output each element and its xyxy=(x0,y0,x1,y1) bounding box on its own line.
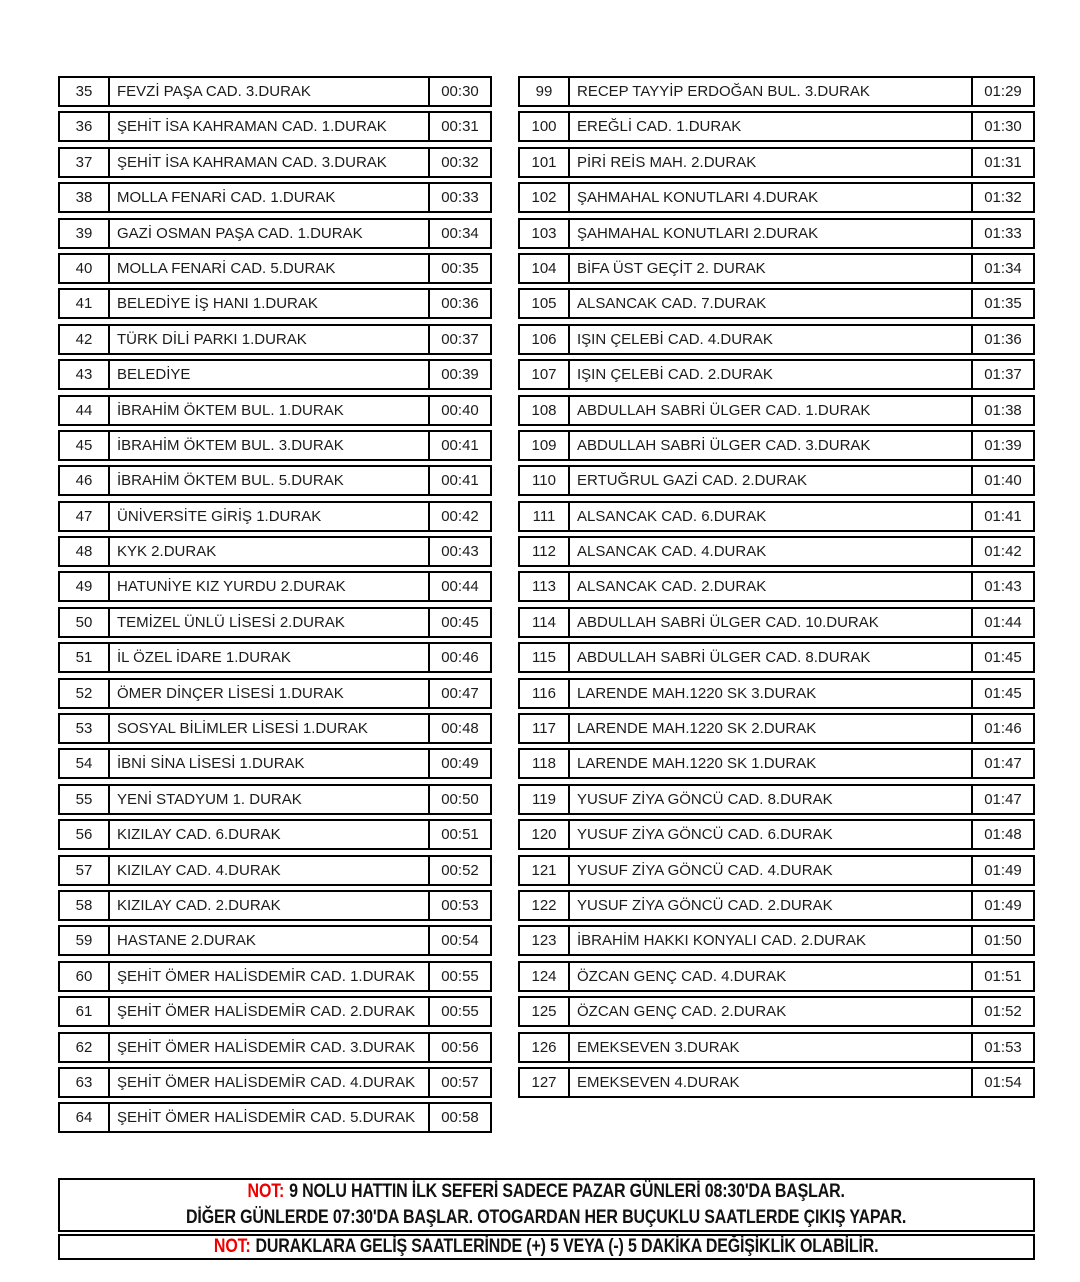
stop-number-cell: 126 xyxy=(520,1034,570,1061)
stop-name-cell: ABDULLAH SABRİ ÜLGER CAD. 1.DURAK xyxy=(577,401,871,419)
table-row xyxy=(518,324,1035,355)
table-row xyxy=(518,395,1035,426)
stop-time-cell: 00:36 xyxy=(428,290,490,317)
table-row xyxy=(518,855,1035,886)
stop-time-cell: 00:33 xyxy=(428,184,490,211)
stop-time-cell: 01:33 xyxy=(971,220,1033,247)
stop-time-cell: 00:37 xyxy=(428,326,490,353)
stop-number-cell: 43 xyxy=(60,361,110,388)
stop-time-cell: 01:36 xyxy=(971,326,1033,353)
stop-time-cell: 00:34 xyxy=(428,220,490,247)
stop-name-cell: IŞIN ÇELEBİ CAD. 4.DURAK xyxy=(577,330,773,348)
stop-number-cell: 61 xyxy=(60,998,110,1025)
stop-time-cell: 00:43 xyxy=(428,538,490,565)
stop-number-cell: 37 xyxy=(60,149,110,176)
table-row xyxy=(518,1067,1035,1098)
stop-time-cell: 01:42 xyxy=(971,538,1033,565)
stop-name-cell: EREĞLİ CAD. 1.DURAK xyxy=(577,118,742,136)
table-row xyxy=(518,253,1035,284)
stop-name-cell: KYK 2.DURAK xyxy=(117,543,217,561)
stop-number-cell: 36 xyxy=(60,113,110,140)
table-row xyxy=(518,961,1035,992)
table-row xyxy=(518,147,1035,178)
stop-time-cell: 01:38 xyxy=(971,397,1033,424)
stop-time-cell: 00:58 xyxy=(428,1104,490,1131)
stop-name-cell: ÖZCAN GENÇ CAD. 2.DURAK xyxy=(577,1003,787,1021)
stop-number-cell: 110 xyxy=(520,467,570,494)
stop-time-cell: 01:47 xyxy=(971,786,1033,813)
note-prefix: NOT: xyxy=(214,1235,251,1257)
stop-time-cell: 01:45 xyxy=(971,644,1033,671)
stop-number-cell: 104 xyxy=(520,255,570,282)
stop-number-cell: 102 xyxy=(520,184,570,211)
table-row xyxy=(58,571,492,602)
stop-time-cell: 00:41 xyxy=(428,467,490,494)
table-row xyxy=(518,182,1035,213)
stop-time-cell: 00:46 xyxy=(428,644,490,671)
stop-number-cell: 100 xyxy=(520,113,570,140)
table-row xyxy=(58,76,492,107)
stop-name-cell: İBNİ SİNA LİSESİ 1.DURAK xyxy=(117,755,305,773)
table-row xyxy=(518,996,1035,1027)
stop-time-cell: 00:54 xyxy=(428,927,490,954)
stop-time-cell: 01:46 xyxy=(971,715,1033,742)
stop-number-cell: 51 xyxy=(60,644,110,671)
stop-name-cell: ŞEHİT ÖMER HALİSDEMİR CAD. 5.DURAK xyxy=(117,1109,416,1127)
table-row xyxy=(58,182,492,213)
stop-name-cell: ERTUĞRUL GAZİ CAD. 2.DURAK xyxy=(577,472,808,490)
table-row xyxy=(58,288,492,319)
stop-time-cell: 01:44 xyxy=(971,609,1033,636)
table-row xyxy=(518,359,1035,390)
table-row xyxy=(518,218,1035,249)
stop-name-cell: EMEKSEVEN 3.DURAK xyxy=(577,1038,740,1056)
stop-number-cell: 114 xyxy=(520,609,570,636)
stop-time-cell: 01:41 xyxy=(971,503,1033,530)
note-line xyxy=(60,1179,1033,1205)
table-row xyxy=(58,501,492,532)
stop-name-cell: SOSYAL BİLİMLER LİSESİ 1.DURAK xyxy=(117,720,368,738)
stop-number-cell: 105 xyxy=(520,290,570,317)
stop-name-cell: RECEP TAYYİP ERDOĞAN BUL. 3.DURAK xyxy=(577,83,870,100)
stop-name-cell: ŞAHMAHAL KONUTLARI 4.DURAK xyxy=(577,189,819,207)
stop-time-cell: 01:54 xyxy=(971,1069,1033,1096)
stop-name-cell: ŞEHİT ÖMER HALİSDEMİR CAD. 3.DURAK xyxy=(117,1038,416,1056)
table-row xyxy=(58,819,492,850)
table-row xyxy=(58,430,492,461)
stop-number-cell: 47 xyxy=(60,503,110,530)
table-row xyxy=(58,855,492,886)
stop-name-cell: İBRAHİM ÖKTEM BUL. 3.DURAK xyxy=(117,436,344,454)
stop-time-cell: 01:29 xyxy=(971,78,1033,105)
stop-time-cell: 00:50 xyxy=(428,786,490,813)
stop-name-cell: YUSUF ZİYA GÖNCÜ CAD. 2.DURAK xyxy=(577,896,833,914)
table-row xyxy=(58,713,492,744)
notes-box-primary xyxy=(58,1178,1035,1232)
stop-name-cell: YUSUF ZİYA GÖNCÜ CAD. 6.DURAK xyxy=(577,826,833,844)
table-row xyxy=(58,784,492,815)
table-row xyxy=(518,430,1035,461)
stop-time-cell: 00:48 xyxy=(428,715,490,742)
stop-time-cell: 01:47 xyxy=(971,750,1033,777)
note-line xyxy=(60,1205,1033,1231)
stop-time-cell: 00:49 xyxy=(428,750,490,777)
notes-section xyxy=(58,1178,1035,1260)
stop-number-cell: 53 xyxy=(60,715,110,742)
note-text: DURAKLARA GELİŞ SAATLERİNDE (+) 5 VEYA (-) 5 DAKİKA DEĞİŞİKLİK OLABİLİR. xyxy=(255,1235,879,1257)
table-row xyxy=(58,925,492,956)
stop-number-cell: 64 xyxy=(60,1104,110,1131)
table-row xyxy=(58,748,492,779)
stop-number-cell: 113 xyxy=(520,573,570,600)
stop-time-cell: 00:53 xyxy=(428,892,490,919)
stop-time-cell: 00:51 xyxy=(428,821,490,848)
note-line xyxy=(60,1236,1033,1258)
stop-name-cell: YENİ STADYUM 1. DURAK xyxy=(117,790,302,808)
table-row xyxy=(58,465,492,496)
stop-name-cell: KIZILAY CAD. 6.DURAK xyxy=(117,826,281,844)
stop-name-cell: ŞEHİT İSA KAHRAMAN CAD. 1.DURAK xyxy=(117,118,387,136)
table-row xyxy=(518,1032,1035,1063)
table-row xyxy=(58,642,492,673)
stop-time-cell: 00:40 xyxy=(428,397,490,424)
stop-number-cell: 55 xyxy=(60,786,110,813)
stop-name-cell: GAZİ OSMAN PAŞA CAD. 1.DURAK xyxy=(117,224,363,242)
stop-name-cell: İL ÖZEL İDARE 1.DURAK xyxy=(117,649,291,667)
stop-name-cell: BİFA ÜST GEÇİT 2. DURAK xyxy=(577,259,766,277)
table-row xyxy=(58,607,492,638)
stop-number-cell: 106 xyxy=(520,326,570,353)
note-text: 9 NOLU HATTIN İLK SEFERİ SADECE PAZAR GÜNLERİ 08:30'DA BAŞLAR. xyxy=(289,1180,846,1202)
stop-number-cell: 62 xyxy=(60,1034,110,1061)
stop-time-cell: 00:32 xyxy=(428,149,490,176)
table-row xyxy=(58,996,492,1027)
stop-number-cell: 45 xyxy=(60,432,110,459)
stop-name-cell: ÖMER DİNÇER LİSESİ 1.DURAK xyxy=(117,684,344,702)
stop-time-cell: 00:47 xyxy=(428,680,490,707)
table-row xyxy=(58,395,492,426)
stop-name-cell: İBRAHİM HAKKI KONYALI CAD. 2.DURAK xyxy=(577,932,866,950)
stop-name-cell: ALSANCAK CAD. 7.DURAK xyxy=(577,295,767,313)
stop-time-cell: 01:30 xyxy=(971,113,1033,140)
stop-number-cell: 124 xyxy=(520,963,570,990)
stop-name-cell: ALSANCAK CAD. 6.DURAK xyxy=(577,507,767,525)
stop-time-cell: 01:32 xyxy=(971,184,1033,211)
stop-number-cell: 115 xyxy=(520,644,570,671)
stop-number-cell: 56 xyxy=(60,821,110,848)
stop-name-cell: FEVZİ PAŞA CAD. 3.DURAK xyxy=(117,83,311,100)
stop-number-cell: 60 xyxy=(60,963,110,990)
stop-name-cell: YUSUF ZİYA GÖNCÜ CAD. 8.DURAK xyxy=(577,790,833,808)
stop-name-cell: PİRİ REİS MAH. 2.DURAK xyxy=(577,153,757,171)
stop-time-cell: 00:30 xyxy=(428,78,490,105)
stop-time-cell: 00:56 xyxy=(428,1034,490,1061)
stop-number-cell: 44 xyxy=(60,397,110,424)
stop-name-cell: ŞEHİT İSA KAHRAMAN CAD. 3.DURAK xyxy=(117,153,387,171)
stop-number-cell: 112 xyxy=(520,538,570,565)
table-row xyxy=(518,571,1035,602)
stop-name-cell: KIZILAY CAD. 4.DURAK xyxy=(117,861,281,879)
stop-number-cell: 127 xyxy=(520,1069,570,1096)
stop-number-cell: 63 xyxy=(60,1069,110,1096)
stop-name-cell: HATUNİYE KIZ YURDU 2.DURAK xyxy=(117,578,346,596)
note-text: DİĞER GÜNLERDE 07:30'DA BAŞLAR. OTOGARDAN HER BUÇUKLU SAATLERDE ÇIKIŞ YAPAR. xyxy=(186,1206,907,1228)
stop-name-cell: ALSANCAK CAD. 4.DURAK xyxy=(577,543,767,561)
stop-name-cell: EMEKSEVEN 4.DURAK xyxy=(577,1073,740,1091)
stop-number-cell: 50 xyxy=(60,609,110,636)
stop-time-cell: 01:52 xyxy=(971,998,1033,1025)
table-row xyxy=(58,1102,492,1133)
stop-number-cell: 111 xyxy=(520,503,570,530)
stops-table-right xyxy=(518,76,1035,1102)
stop-name-cell: MOLLA FENARİ CAD. 1.DURAK xyxy=(117,189,336,207)
stop-time-cell: 00:42 xyxy=(428,503,490,530)
table-row xyxy=(518,536,1035,567)
stop-time-cell: 01:49 xyxy=(971,892,1033,919)
stop-number-cell: 120 xyxy=(520,821,570,848)
stop-time-cell: 01:31 xyxy=(971,149,1033,176)
stop-time-cell: 00:52 xyxy=(428,857,490,884)
stop-time-cell: 00:55 xyxy=(428,998,490,1025)
stop-number-cell: 42 xyxy=(60,326,110,353)
stop-name-cell: ABDULLAH SABRİ ÜLGER CAD. 10.DURAK xyxy=(577,613,879,631)
stop-time-cell: 01:48 xyxy=(971,821,1033,848)
stop-number-cell: 46 xyxy=(60,467,110,494)
stop-number-cell: 118 xyxy=(520,750,570,777)
stop-name-cell: LARENDE MAH.1220 SK 3.DURAK xyxy=(577,684,817,702)
stop-number-cell: 117 xyxy=(520,715,570,742)
stop-time-cell: 00:31 xyxy=(428,113,490,140)
stop-number-cell: 123 xyxy=(520,927,570,954)
stop-name-cell: ABDULLAH SABRİ ÜLGER CAD. 8.DURAK xyxy=(577,649,871,667)
stop-number-cell: 121 xyxy=(520,857,570,884)
stop-time-cell: 00:45 xyxy=(428,609,490,636)
stop-time-cell: 01:43 xyxy=(971,573,1033,600)
stop-name-cell: IŞIN ÇELEBİ CAD. 2.DURAK xyxy=(577,366,773,384)
stop-time-cell: 01:34 xyxy=(971,255,1033,282)
table-row xyxy=(518,748,1035,779)
table-row xyxy=(58,218,492,249)
stop-name-cell: YUSUF ZİYA GÖNCÜ CAD. 4.DURAK xyxy=(577,861,833,879)
stop-number-cell: 52 xyxy=(60,680,110,707)
stop-time-cell: 01:35 xyxy=(971,290,1033,317)
table-row xyxy=(518,925,1035,956)
stop-number-cell: 41 xyxy=(60,290,110,317)
stop-time-cell: 01:40 xyxy=(971,467,1033,494)
stop-name-cell: TEMİZEL ÜNLÜ LİSESİ 2.DURAK xyxy=(117,613,345,631)
table-row xyxy=(58,1032,492,1063)
stop-name-cell: ABDULLAH SABRİ ÜLGER CAD. 3.DURAK xyxy=(577,436,871,454)
stop-time-cell: 00:41 xyxy=(428,432,490,459)
table-row xyxy=(58,890,492,921)
stop-name-cell: LARENDE MAH.1220 SK 2.DURAK xyxy=(577,720,817,738)
table-row xyxy=(58,359,492,390)
table-row xyxy=(518,642,1035,673)
stop-name-cell: ŞAHMAHAL KONUTLARI 2.DURAK xyxy=(577,224,819,242)
stop-number-cell: 49 xyxy=(60,573,110,600)
stop-number-cell: 35 xyxy=(60,78,110,105)
stop-number-cell: 58 xyxy=(60,892,110,919)
stop-time-cell: 00:35 xyxy=(428,255,490,282)
stop-time-cell: 00:57 xyxy=(428,1069,490,1096)
table-row xyxy=(518,465,1035,496)
stop-name-cell: İBRAHİM ÖKTEM BUL. 1.DURAK xyxy=(117,401,344,419)
table-row xyxy=(518,288,1035,319)
stop-name-cell: KIZILAY CAD. 2.DURAK xyxy=(117,896,281,914)
stop-time-cell: 01:49 xyxy=(971,857,1033,884)
stop-number-cell: 109 xyxy=(520,432,570,459)
stop-number-cell: 119 xyxy=(520,786,570,813)
stop-number-cell: 108 xyxy=(520,397,570,424)
table-row xyxy=(58,678,492,709)
stop-time-cell: 00:44 xyxy=(428,573,490,600)
table-row xyxy=(518,678,1035,709)
stop-name-cell: ÜNİVERSİTE GİRİŞ 1.DURAK xyxy=(117,507,322,525)
stop-number-cell: 107 xyxy=(520,361,570,388)
table-row xyxy=(58,111,492,142)
table-row xyxy=(518,784,1035,815)
stop-name-cell: ALSANCAK CAD. 2.DURAK xyxy=(577,578,767,596)
stop-name-cell: İBRAHİM ÖKTEM BUL. 5.DURAK xyxy=(117,472,344,490)
stop-time-cell: 01:39 xyxy=(971,432,1033,459)
stop-name-cell: MOLLA FENARİ CAD. 5.DURAK xyxy=(117,259,336,277)
stop-number-cell: 59 xyxy=(60,927,110,954)
stop-name-cell: ÖZCAN GENÇ CAD. 4.DURAK xyxy=(577,967,787,985)
stop-time-cell: 01:45 xyxy=(971,680,1033,707)
table-row xyxy=(58,324,492,355)
table-row xyxy=(518,76,1035,107)
table-row xyxy=(58,147,492,178)
table-row xyxy=(518,890,1035,921)
table-row xyxy=(518,713,1035,744)
table-row xyxy=(58,961,492,992)
table-row xyxy=(518,607,1035,638)
stop-number-cell: 125 xyxy=(520,998,570,1025)
stop-name-cell: ŞEHİT ÖMER HALİSDEMİR CAD. 4.DURAK xyxy=(117,1073,416,1091)
stop-time-cell: 01:37 xyxy=(971,361,1033,388)
stop-number-cell: 40 xyxy=(60,255,110,282)
stops-table-left xyxy=(58,76,492,1138)
table-row xyxy=(518,501,1035,532)
stop-name-cell: ŞEHİT ÖMER HALİSDEMİR CAD. 2.DURAK xyxy=(117,1003,416,1021)
stop-number-cell: 101 xyxy=(520,149,570,176)
stop-name-cell: LARENDE MAH.1220 SK 1.DURAK xyxy=(577,755,817,773)
table-row xyxy=(518,819,1035,850)
stop-name-cell: BELEDİYE İŞ HANI 1.DURAK xyxy=(117,295,318,313)
stop-time-cell: 01:50 xyxy=(971,927,1033,954)
stop-number-cell: 103 xyxy=(520,220,570,247)
stop-name-cell: BELEDİYE xyxy=(117,366,191,384)
note-prefix: NOT: xyxy=(247,1180,285,1202)
table-row xyxy=(58,1067,492,1098)
table-row xyxy=(58,536,492,567)
stop-number-cell: 39 xyxy=(60,220,110,247)
stop-name-cell: ŞEHİT ÖMER HALİSDEMİR CAD. 1.DURAK xyxy=(117,967,416,985)
stop-number-cell: 54 xyxy=(60,750,110,777)
stop-name-cell: TÜRK DİLİ PARKI 1.DURAK xyxy=(117,330,307,348)
stop-time-cell: 00:39 xyxy=(428,361,490,388)
stop-number-cell: 48 xyxy=(60,538,110,565)
stop-number-cell: 99 xyxy=(520,78,570,105)
stop-time-cell: 01:51 xyxy=(971,963,1033,990)
stop-time-cell: 01:53 xyxy=(971,1034,1033,1061)
table-row xyxy=(58,253,492,284)
stop-number-cell: 116 xyxy=(520,680,570,707)
stop-number-cell: 38 xyxy=(60,184,110,211)
stop-number-cell: 57 xyxy=(60,857,110,884)
stop-name-cell: HASTANE 2.DURAK xyxy=(117,932,256,950)
notes-box-secondary xyxy=(58,1234,1035,1260)
table-row xyxy=(518,111,1035,142)
stop-time-cell: 00:55 xyxy=(428,963,490,990)
stop-number-cell: 122 xyxy=(520,892,570,919)
